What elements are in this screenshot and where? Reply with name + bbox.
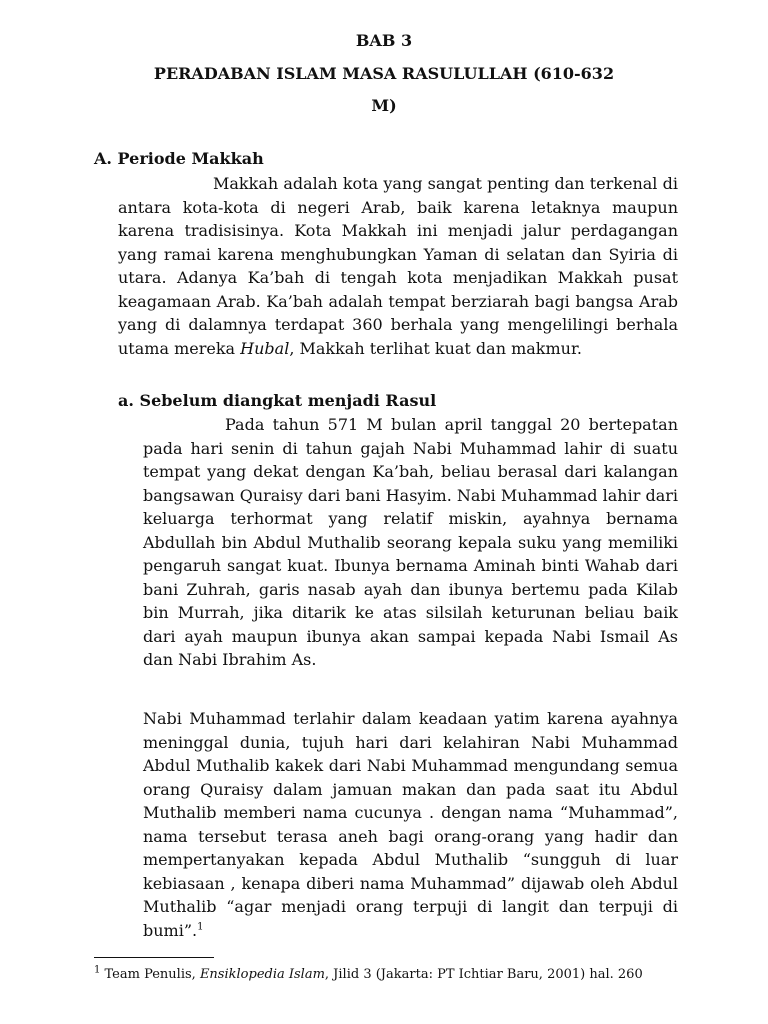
footnote (94, 964, 664, 985)
chapter-title-line2: M) (371, 96, 397, 115)
paragraph-pemberian-nama (143, 707, 678, 942)
chapter-title-line1: PERADABAN ISLAM MASA RASULULLAH (610-632 (153, 64, 615, 83)
paragraph-makkah-text: Makkah adalah kota yang sangat penting dan terkenal di antara kota-kota di negeri Arab, baik karena letaknya maupun karena tradisisinya. Kota Makkah ini menjadi jalur perdagangan yang ramai karena menghubungkan Yaman di selatan dan Syiria di utara. Adanya Ka’bah di tengah kota menjadikan Makkah pusat keagamaan Arab. Ka’bah adalah tempat berziarah bagi bangsa Arab yang di dalamnya terdapat 360 berhala yang mengelilingi berhala utama mereka (118, 174, 678, 358)
footnote-reference[interactable]: 1 (197, 921, 204, 933)
paragraph-makkah (118, 172, 678, 360)
footnote-separator (94, 957, 214, 958)
section-heading-periode-makkah: A. Periode Makkah (94, 149, 264, 168)
footnote-text-end: , Jilid 3 (Jakarta: PT Ichtiar Baru, 2001) hal. 260 (324, 967, 643, 982)
paragraph-makkah-text-end: , Makkah terlihat kuat dan makmur. (289, 338, 582, 358)
footnote-marker: 1 (94, 964, 101, 976)
paragraph-makkah-italic: Hubal (240, 338, 290, 358)
paragraph-kelahiran: Pada tahun 571 M bulan april tanggal 20 bertepatan pada hari senin di tahun gajah Nabi Muhammad lahir di suatu tempat yang dekat dengan Ka’bah, beliau berasal dari kalangan bangsawan Quraisy dari bani Hasyim. Nabi Muhammad lahir dari keluarga terhormat yang relatif miskin, ayahnya bernama Abdullah bin Abdul Muthalib seorang kepala suku yang memiliki pengaruh sangat kuat. Ibunya bernama Aminah binti Wahab dari bani Zuhrah, garis nasab ayah dan ibunya bertemu pada Kilab bin Murrah, jika ditarik ke atas silsilah keturunan beliau baik dari ayah maupun ibunya akan sampai kepada Nabi Ismail As dan Nabi Ibrahim As. (143, 415, 678, 669)
footnote-book-title: Ensiklopedia Islam (199, 967, 325, 982)
subsection-heading-sebelum-rasul: a. Sebelum diangkat menjadi Rasul (118, 391, 437, 410)
paragraph-pemberian-nama-text: Nabi Muhammad terlahir dalam keadaan yatim karena ayahnya meninggal dunia, tujuh hari dari kelahiran Nabi Muhammad Abdul Muthalib kakek dari Nabi Muhammad mengundang semua orang Quraisy dalam jamuan makan dan pada saat itu Abdul Muthalib memberi nama cucunya . dengan nama “Muhammad”, nama tersebut terasa aneh bagi orang-orang yang hadir dan mempertanyakan kepada Abdul Muthalib “sungguh di luar kebiasaan , kenapa diberi nama Muhammad” dijawab oleh Abdul Muthalib “agar menjadi orang terpuji di langit dan terpuji di bumi”. (143, 709, 678, 940)
footnote-text: Team Penulis, (100, 967, 200, 982)
chapter-label: BAB 3 (355, 31, 413, 50)
